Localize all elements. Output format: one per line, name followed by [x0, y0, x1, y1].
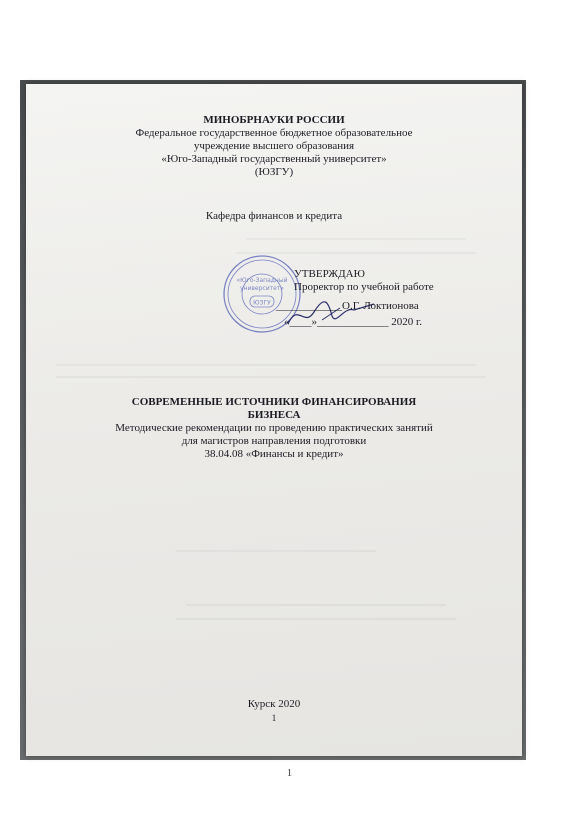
document-title-line-2: БИЗНЕСА [247, 409, 301, 421]
seal-text-mid: университет» [240, 285, 284, 292]
approve-label: УТВЕРЖДАЮ [294, 268, 365, 280]
page-number: 1 [287, 768, 292, 779]
ministry-heading: МИНОБРНАУКИ РОССИИ [203, 114, 345, 126]
inner-page-number: 1 [271, 713, 277, 723]
document-description-2: для магистров направления подготовки [181, 435, 367, 447]
org-line-1: Федеральное государственное бюджетное образовательное [135, 127, 413, 139]
city-year: Курск 2020 [247, 698, 301, 710]
approver-signature-line: ____________О.Г. Локтионова [276, 300, 419, 312]
show-through [186, 604, 446, 606]
seal-text-top: «Юго-Западный [236, 277, 288, 284]
show-through [246, 238, 466, 240]
show-through [176, 550, 376, 552]
university-abbr: (ЮЗГУ) [254, 166, 294, 178]
show-through [56, 364, 476, 366]
university-name: «Юго-Западный государственный университет» [161, 153, 387, 165]
show-through [176, 618, 456, 620]
document-description-1: Методические рекомендации по проведению практических занятий [115, 422, 433, 434]
document-page [26, 84, 522, 756]
department-name: Кафедра финансов и кредита [205, 210, 343, 222]
document-description-3: 38.04.08 «Финансы и кредит» [204, 448, 344, 460]
approver-position: Проректор по учебной работе [294, 281, 434, 293]
approval-date-line: «____»_____________ 2020 г. [284, 316, 423, 328]
seal-abbr: ЮЗГУ [253, 299, 271, 307]
org-line-2: учреждение высшего образования [193, 140, 355, 152]
document-title-line-1: СОВРЕМЕННЫЕ ИСТОЧНИКИ ФИНАНСИРОВАНИЯ [131, 396, 417, 408]
show-through [56, 376, 486, 378]
